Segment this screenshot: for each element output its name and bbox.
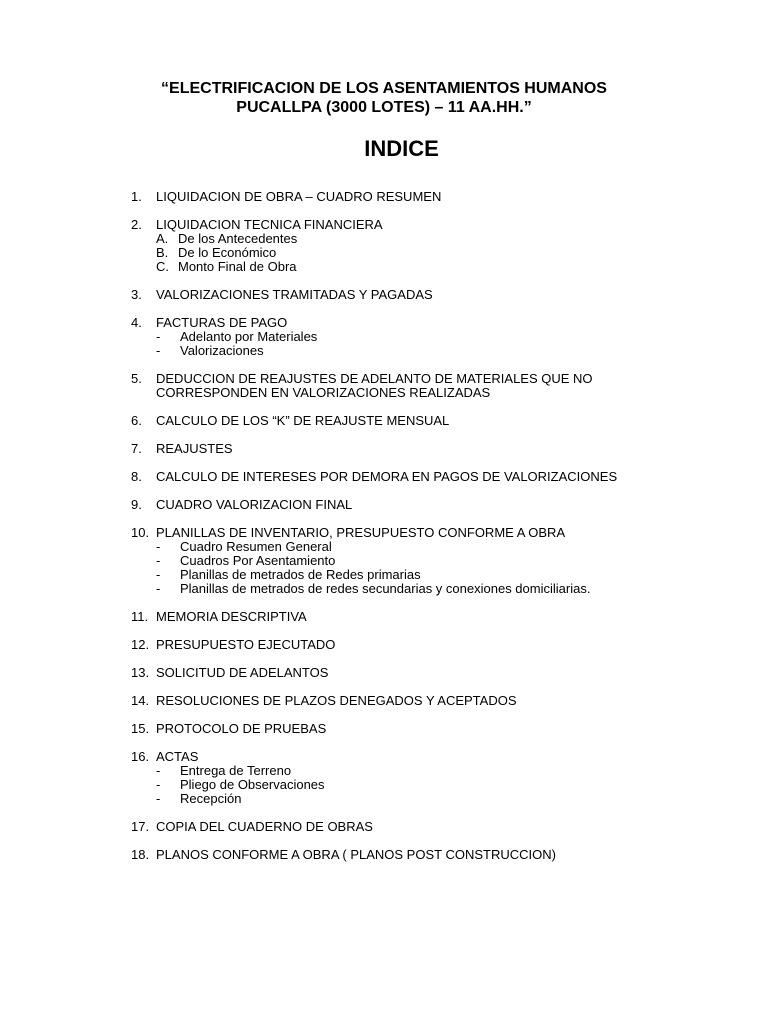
toc-entry-row [131, 750, 751, 764]
toc-entry-row [131, 526, 751, 540]
toc-entry-title-line: PRESUPUESTO EJECUTADO [156, 637, 336, 652]
toc-entry [131, 848, 751, 862]
toc-entry-title-line: VALORIZACIONES TRAMITADAS Y PAGADAS [156, 287, 433, 302]
toc-entry-title [156, 372, 751, 400]
toc-subitem [131, 260, 751, 274]
toc-subitem [131, 778, 751, 792]
toc-entry-number: 12. [131, 637, 150, 652]
toc-entry-title [156, 414, 751, 428]
toc-entry [131, 666, 751, 680]
toc-entry-title-line: MEMORIA DESCRIPTIVA [156, 609, 307, 624]
toc-subitem-text: De los Antecedentes [178, 231, 298, 246]
toc-entry-number: 6. [131, 413, 142, 428]
toc-subitem-marker: - [156, 791, 161, 806]
toc-subitem [131, 540, 751, 554]
toc-entry-title [156, 442, 751, 456]
toc-entry [131, 610, 751, 624]
toc-subitem-text: Adelanto por Materiales [180, 329, 318, 344]
toc-entry [131, 372, 751, 400]
toc-subitem-text: Monto Final de Obra [178, 259, 297, 274]
toc-entry-number: 9. [131, 497, 142, 512]
toc-entry-row [131, 470, 751, 484]
toc-entry [131, 288, 751, 302]
toc-entry-title [156, 288, 751, 302]
toc-subitem-text: Cuadro Resumen General [180, 539, 332, 554]
toc-entry [131, 526, 751, 596]
toc-entry-number: 16. [131, 749, 150, 764]
toc-entry-title [156, 610, 751, 624]
toc-entry-number: 1. [131, 189, 142, 204]
toc-entry-number: 3. [131, 287, 142, 302]
toc-subitem-marker: - [156, 553, 161, 568]
toc-entry-row [131, 638, 751, 652]
toc-subitem-text: Recepción [180, 791, 242, 806]
toc-subitem-text: Planillas de metrados de redes secundarias y conexiones domiciliarias. [180, 581, 591, 596]
toc-entry [131, 498, 751, 512]
toc-entry-title-line: ACTAS [156, 749, 199, 764]
table-of-contents [131, 190, 751, 876]
toc-entry-title [156, 750, 751, 764]
toc-entry-row [131, 498, 751, 512]
toc-entry-row [131, 288, 751, 302]
toc-entry [131, 470, 751, 484]
toc-entry-row [131, 372, 751, 400]
toc-entry-number: 7. [131, 441, 142, 456]
toc-entry-number: 10. [131, 525, 150, 540]
toc-entry [131, 694, 751, 708]
toc-entry-title [156, 470, 751, 484]
toc-entry-title-line: PROTOCOLO DE PRUEBAS [156, 721, 327, 736]
toc-entry-title-line: CUADRO VALORIZACION FINAL [156, 497, 353, 512]
toc-entry-title-line: FACTURAS DE PAGO [156, 315, 288, 330]
toc-entry-number: 13. [131, 665, 150, 680]
toc-entry-row [131, 722, 751, 736]
toc-subitem-marker: - [156, 567, 161, 582]
toc-entry-title-line: DEDUCCION DE REAJUSTES DE ADELANTO DE MATERIALES QUE NO [156, 371, 593, 386]
toc-subitem-marker: - [156, 343, 161, 358]
document-title [0, 79, 768, 117]
toc-entry [131, 722, 751, 736]
toc-subitem [131, 330, 751, 344]
toc-entry-title-line: RESOLUCIONES DE PLAZOS DENEGADOS Y ACEPTADOS [156, 693, 517, 708]
toc-entry-title-line: PLANOS CONFORME A OBRA ( PLANOS POST CONSTRUCCION) [156, 847, 556, 862]
toc-entry-row [131, 694, 751, 708]
toc-entry-number: 8. [131, 469, 142, 484]
title-line-1: “ELECTRIFICACION DE LOS ASENTAMIENTOS HUMANOS [161, 80, 607, 97]
toc-subitem-marker: - [156, 581, 161, 596]
toc-subitem-marker: B. [156, 245, 169, 260]
toc-entry [131, 638, 751, 652]
toc-entry-number: 14. [131, 693, 150, 708]
toc-entry [131, 218, 751, 274]
toc-entry-title [156, 820, 751, 834]
toc-entry-title [156, 848, 751, 862]
toc-entry-title-line: CORRESPONDEN EN VALORIZACIONES REALIZADAS [156, 385, 491, 400]
toc-subitem-marker: - [156, 329, 161, 344]
toc-entry-title-line: LIQUIDACION DE OBRA – CUADRO RESUMEN [156, 189, 442, 204]
toc-entry-title-line: CALCULO DE LOS “K” DE REAJUSTE MENSUAL [156, 413, 450, 428]
toc-entry-number: 4. [131, 315, 142, 330]
toc-entry-number: 2. [131, 217, 142, 232]
toc-entry-row [131, 442, 751, 456]
toc-subitem-text: Valorizaciones [180, 343, 264, 358]
toc-subitem-text: Pliego de Observaciones [180, 777, 325, 792]
toc-subitem-text: Planillas de metrados de Redes primarias [180, 567, 421, 582]
toc-subitem [131, 568, 751, 582]
toc-subitem [131, 232, 751, 246]
toc-entry-title-line: PLANILLAS DE INVENTARIO, PRESUPUESTO CONFORME A OBRA [156, 525, 566, 540]
toc-entry-title [156, 666, 751, 680]
toc-entry-number: 11. [131, 609, 149, 624]
toc-subitem [131, 246, 751, 260]
toc-entry-title-line: LIQUIDACION TECNICA FINANCIERA [156, 217, 383, 232]
toc-subitem-marker: - [156, 539, 161, 554]
toc-entry-title [156, 638, 751, 652]
toc-subitem-marker: - [156, 763, 161, 778]
toc-entry [131, 820, 751, 834]
toc-entry-title-line: REAJUSTES [156, 441, 233, 456]
toc-subitem-text: Entrega de Terreno [180, 763, 292, 778]
toc-subitem-marker: A. [156, 231, 169, 246]
toc-entry-row [131, 190, 751, 204]
toc-entry-title [156, 694, 751, 708]
toc-subitem [131, 582, 751, 596]
toc-entry-title [156, 526, 751, 540]
toc-entry-row [131, 666, 751, 680]
toc-entry [131, 442, 751, 456]
toc-subitem [131, 554, 751, 568]
title-line-2: PUCALLPA (3000 LOTES) – 11 AA.HH.” [236, 99, 532, 116]
toc-entry-number: 5. [131, 371, 142, 386]
toc-subitem-marker: C. [156, 259, 169, 274]
toc-entry [131, 190, 751, 204]
toc-entry [131, 750, 751, 806]
toc-entry-number: 17. [131, 819, 150, 834]
toc-entry-title [156, 316, 751, 330]
toc-entry-title [156, 498, 751, 512]
toc-entry-title-line: SOLICITUD DE ADELANTOS [156, 665, 329, 680]
toc-entry-row [131, 820, 751, 834]
toc-entry-title-line: COPIA DEL CUADERNO DE OBRAS [156, 819, 373, 834]
toc-entry-row [131, 316, 751, 330]
index-heading: INDICE [364, 136, 439, 161]
toc-entry-title [156, 190, 751, 204]
toc-subitem-marker: - [156, 777, 161, 792]
toc-subitem-text: De lo Económico [178, 245, 277, 260]
toc-subitem [131, 764, 751, 778]
toc-entry-row [131, 610, 751, 624]
toc-entry-number: 18. [131, 847, 150, 862]
toc-entry-title-line: CALCULO DE INTERESES POR DEMORA EN PAGOS DE VALORIZACIONES [156, 469, 618, 484]
toc-subitem-text: Cuadros Por Asentamiento [180, 553, 336, 568]
toc-entry [131, 414, 751, 428]
toc-subitem [131, 792, 751, 806]
toc-entry-row [131, 218, 751, 232]
toc-entry-number: 15. [131, 721, 150, 736]
toc-entry-row [131, 848, 751, 862]
toc-entry-title [156, 722, 751, 736]
toc-subitem [131, 344, 751, 358]
toc-entry-row [131, 414, 751, 428]
toc-entry [131, 316, 751, 358]
toc-entry-title [156, 218, 751, 232]
